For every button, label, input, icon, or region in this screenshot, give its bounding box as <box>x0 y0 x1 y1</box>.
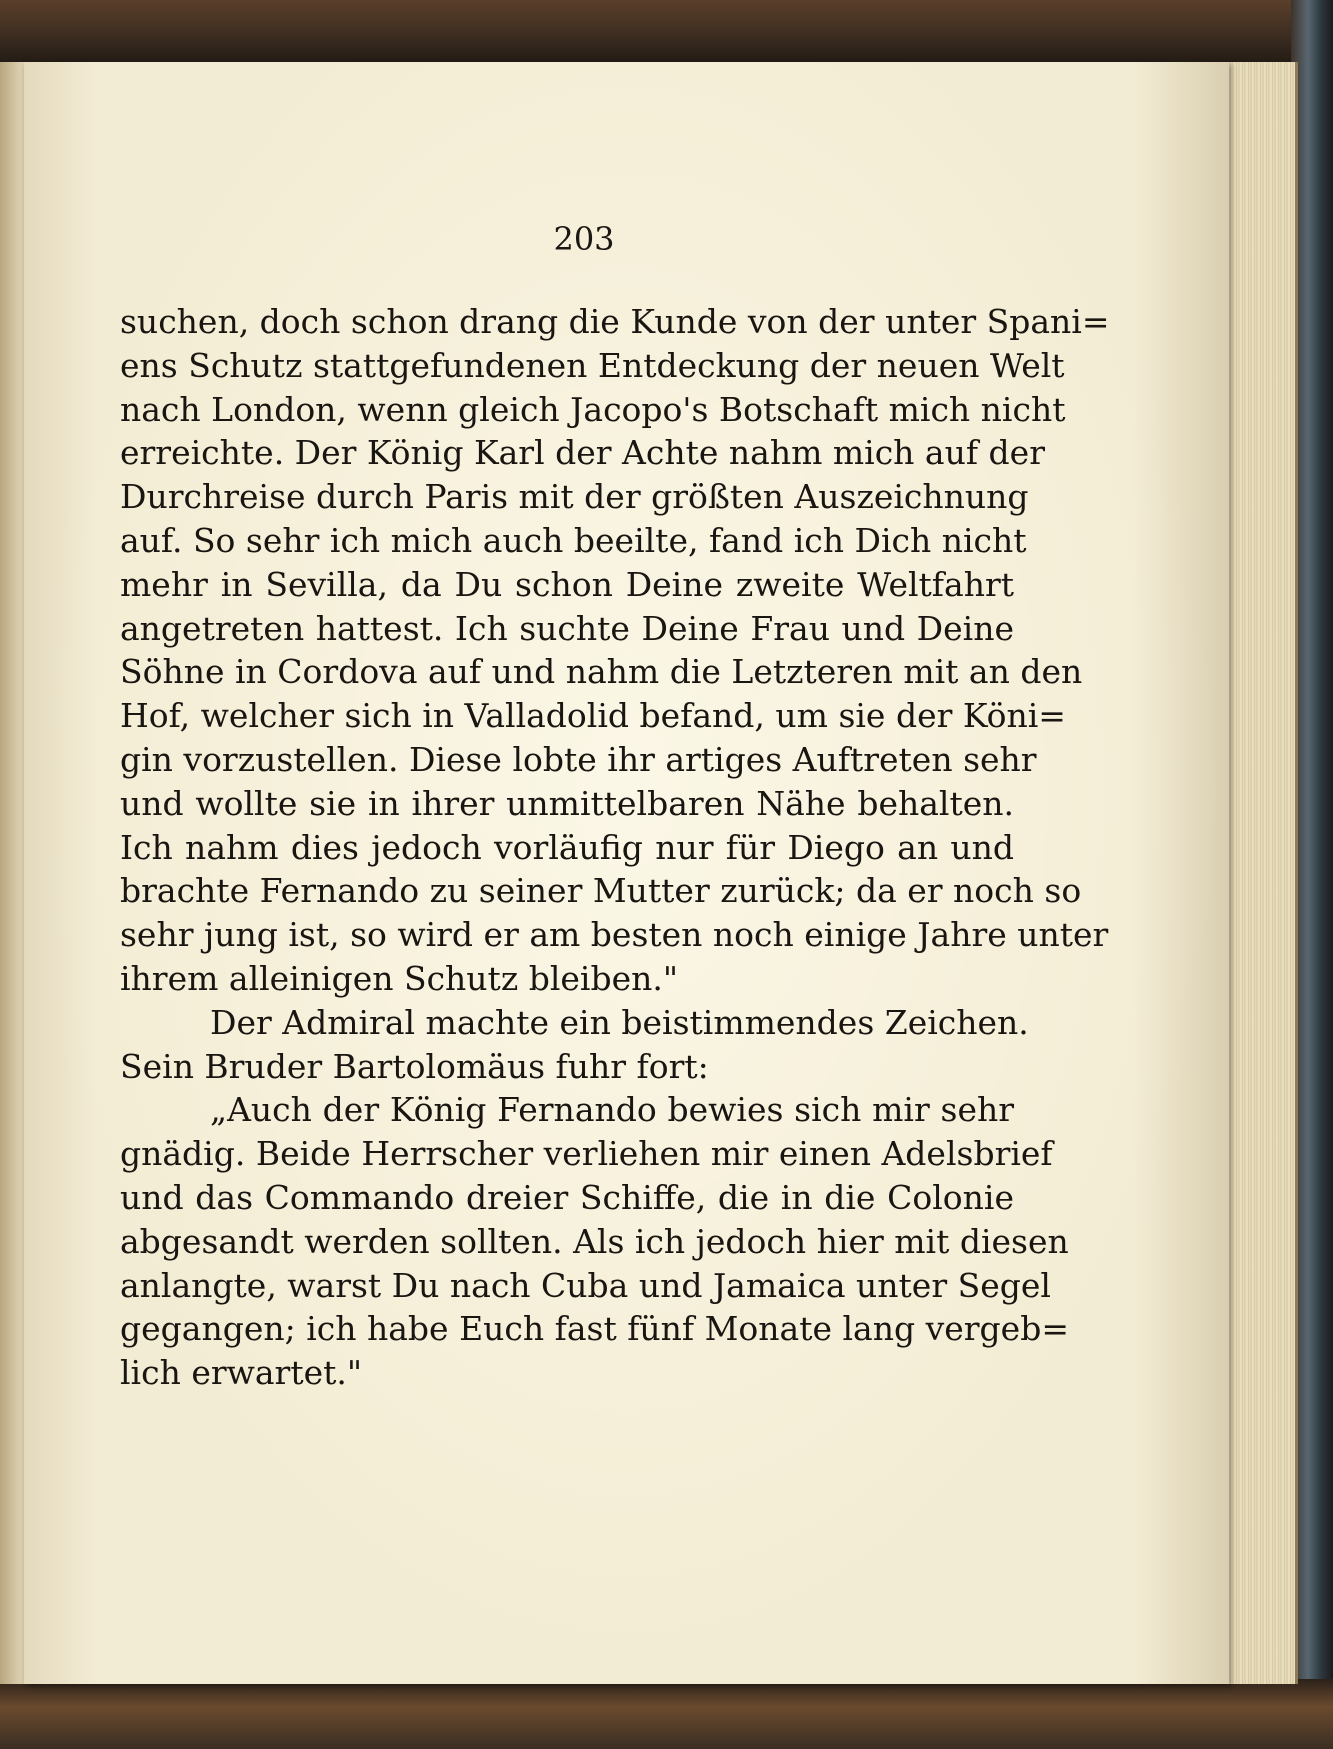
text-line: gegangen; ich habe Euch fast fünf Monate lang vergeb= <box>120 1309 1069 1349</box>
text-line: angetreten hattest. Ich suchte Deine Frau und Deine <box>120 608 1014 648</box>
text-line: auf. So sehr ich mich auch beeilte, fand ich Dich nicht <box>120 520 1027 560</box>
text-line: erreichte. Der König Karl der Achte nahm mich auf der <box>120 433 1045 473</box>
page-stack-edges <box>1225 62 1298 1684</box>
text-line: brachte Fernando zu seiner Mutter zurück; da er noch so <box>120 871 1082 911</box>
text-line: und das Commando dreier Schiffe, die in die Colonie <box>120 1177 1014 1217</box>
book-page <box>24 62 1229 1684</box>
text-line: sehr jung ist, so wird er am besten noch einige Jahre unter <box>120 915 1109 955</box>
text-line: „Auch der König Fernando bewies sich mir sehr <box>210 1090 1014 1130</box>
text-line: Durchreise durch Paris mit der größten Auszeichnung <box>120 477 1029 517</box>
cover-edge-top <box>0 0 1333 62</box>
text-line: suchen, doch schon drang die Kunde von der unter Spani= <box>120 302 1110 341</box>
page-number: 203 <box>553 220 615 258</box>
page-body-text <box>120 300 1110 1395</box>
text-line: gnädig. Beide Herrscher verliehen mir einen Adelsbrief <box>120 1134 1053 1174</box>
text-line: ihrem alleinigen Schutz bleiben." <box>120 958 679 998</box>
text-line: Der Admiral machte ein beistimmendes Zeichen. <box>210 1002 1029 1042</box>
text-line: Sein Bruder Bartolomäus fuhr fort: <box>120 1046 709 1086</box>
text-line: mehr in Sevilla, da Du schon Deine zweite Weltfahrt <box>120 564 1014 604</box>
text-line: abgesandt werden sollten. Als ich jedoch hier mit diesen <box>120 1221 1069 1261</box>
cover-edge-bottom <box>0 1679 1333 1749</box>
text-line: Hof, welcher sich in Valladolid befand, um sie der Köni= <box>120 696 1066 736</box>
text-line: anlangte, warst Du nach Cuba und Jamaica unter Segel <box>120 1265 1051 1305</box>
binding-gutter <box>0 62 26 1684</box>
text-line: nach London, wenn gleich Jacopo's Botschaft mich nicht <box>120 389 1066 429</box>
text-line: ens Schutz stattgefundenen Entdeckung der neuen Welt <box>120 345 1065 385</box>
text-line: lich erwartet." <box>120 1353 363 1393</box>
text-line: Söhne in Cordova auf und nahm die Letzteren mit an den <box>120 652 1083 692</box>
text-line: gin vorzustellen. Diese lobte ihr artiges Auftreten sehr <box>120 739 1037 779</box>
text-line: Ich nahm dies jedoch vorläufig nur für Diego an und <box>120 827 1014 867</box>
text-line: und wollte sie in ihrer unmittelbaren Nähe behalten. <box>120 783 1014 823</box>
